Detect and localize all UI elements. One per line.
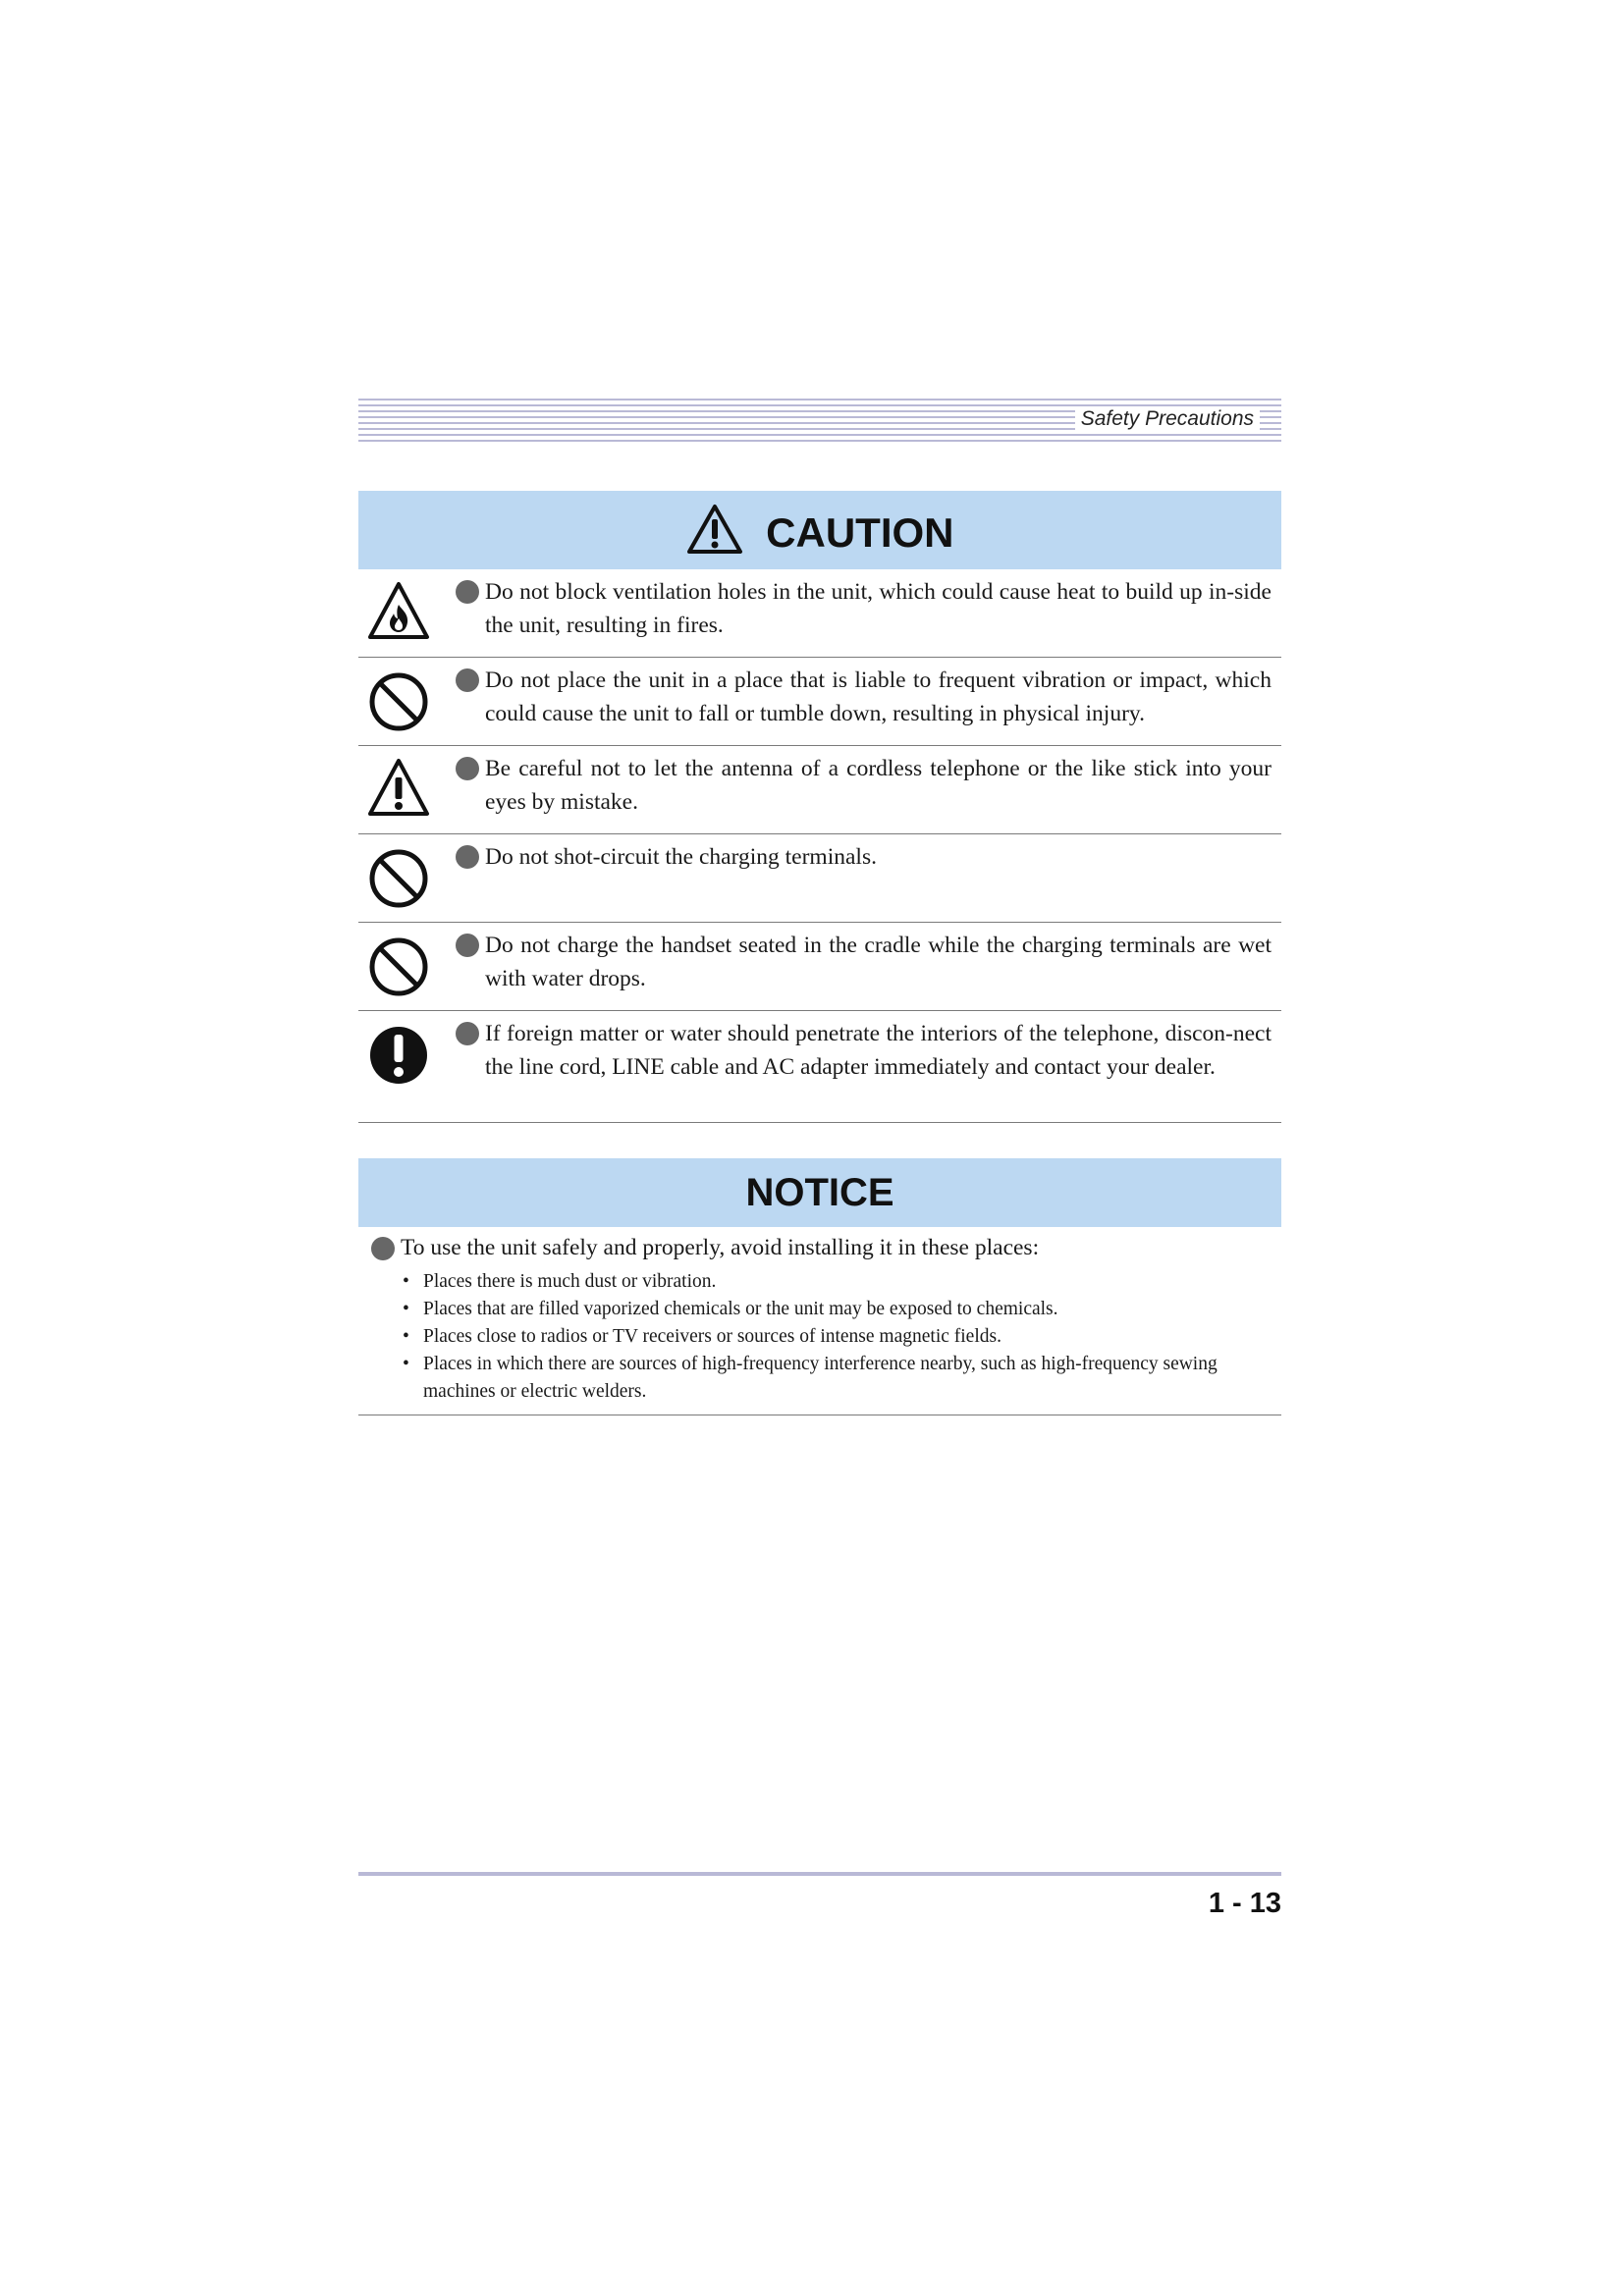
- bullet-glyph: •: [403, 1326, 409, 1347]
- page-number: 1 - 13: [1208, 1888, 1281, 1919]
- notice-item-text: Places close to radios or TV receivers or sources of intense magnetic fields.: [423, 1326, 1001, 1347]
- caution-item: [358, 569, 1281, 658]
- caution-item: [358, 658, 1281, 746]
- bullet-dot: [371, 1237, 395, 1260]
- bullet-dot: [456, 668, 479, 692]
- warning-triangle-icon: [366, 756, 431, 821]
- bullet-glyph: •: [403, 1299, 409, 1319]
- prohibition-icon: [366, 934, 431, 999]
- fire-warning-icon: [366, 579, 431, 644]
- notice-list-item: [401, 1268, 1272, 1296]
- bullet-glyph: •: [403, 1271, 409, 1292]
- notice-block: [358, 1227, 1281, 1415]
- bullet-dot: [456, 757, 479, 780]
- prohibition-icon: [366, 846, 431, 911]
- caution-item: [358, 1011, 1281, 1123]
- notice-item-text: Places in which there are sources of high-frequency interference nearby, such as high-frequency sewing machines or electric welders.: [423, 1354, 1218, 1402]
- running-header-title: Safety Precautions: [1075, 406, 1260, 432]
- bullet-dot: [456, 845, 479, 869]
- bullet-glyph: •: [403, 1354, 409, 1374]
- caution-item-text: Do not place the unit in a place that is liable to frequent vibration or impact, which could cause the unit to fall or tumble down, resulting in physical injury.: [485, 667, 1272, 726]
- caution-list: [358, 569, 1281, 1123]
- notice-list-item: [401, 1351, 1272, 1406]
- caution-item: [358, 923, 1281, 1011]
- notice-list-item: [401, 1296, 1272, 1323]
- notice-list-item: [401, 1323, 1272, 1351]
- caution-item-text: Do not charge the handset seated in the cradle while the charging terminals are wet with water drops.: [485, 933, 1272, 991]
- notice-intro: To use the unit safely and properly, avoid installing it in these places:: [401, 1235, 1040, 1260]
- caution-item-text: Do not block ventilation holes in the unit, which could cause heat to build up in-side the unit, resulting in fires.: [485, 579, 1272, 638]
- prohibition-icon: [366, 669, 431, 734]
- notice-list: [401, 1268, 1272, 1406]
- notice-heading-bar: [358, 1158, 1281, 1227]
- caution-item-text: Do not shot-circuit the charging terminals.: [485, 844, 877, 870]
- notice-item-text: Places that are filled vaporized chemicals or the unit may be exposed to chemicals.: [423, 1299, 1058, 1319]
- caution-item: [358, 746, 1281, 834]
- caution-item-text: Be careful not to let the antenna of a cordless telephone or the like stick into your eyes by mistake.: [485, 756, 1272, 815]
- bullet-dot: [456, 580, 479, 604]
- footer-rule: [358, 1872, 1281, 1876]
- caution-item: [358, 834, 1281, 923]
- caution-heading: CAUTION: [766, 508, 954, 556]
- warning-triangle-icon: [686, 504, 743, 555]
- running-header: [358, 399, 1281, 442]
- notice-item-text: Places there is much dust or vibration.: [423, 1271, 717, 1292]
- bullet-dot: [456, 934, 479, 957]
- caution-heading-bar: [358, 491, 1281, 569]
- caution-item-text: If foreign matter or water should penetrate the interiors of the telephone, discon-nect the line cord, LINE cable and AC adapter immediately and contact your dealer.: [485, 1021, 1272, 1080]
- mandatory-action-icon: [366, 1023, 431, 1088]
- bullet-dot: [456, 1022, 479, 1045]
- notice-heading: NOTICE: [745, 1171, 894, 1214]
